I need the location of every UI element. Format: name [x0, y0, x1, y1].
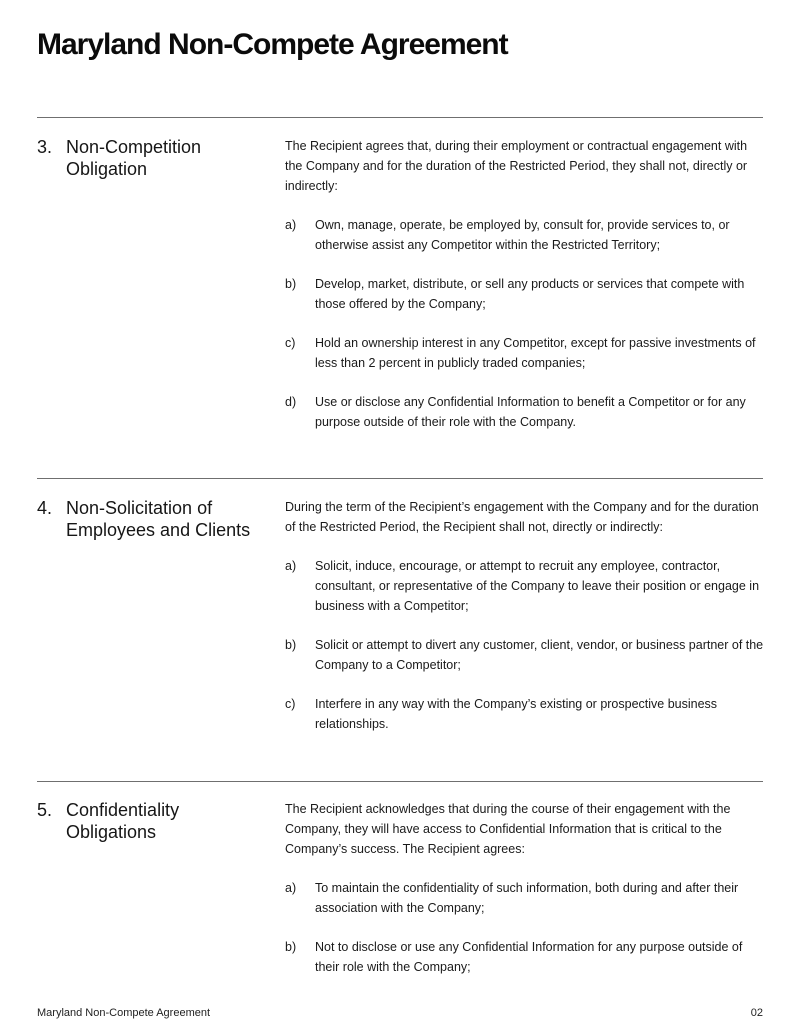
item-letter: a)	[285, 559, 297, 573]
list-item	[285, 215, 767, 255]
item-text: Not to disclose or use any Confidential Information for any purpose outside of their role with the Company;	[315, 940, 743, 974]
section-body	[285, 497, 767, 734]
item-letter: b)	[285, 638, 297, 652]
section-title: Non-Competition Obligation	[66, 137, 202, 179]
clause-list	[285, 556, 767, 734]
item-text: To maintain the confidentiality of such information, both during and after their association with the Company;	[315, 881, 739, 915]
item-text: Develop, market, distribute, or sell any products or services that compete with those offered by the Company;	[315, 277, 745, 311]
section-intro: The Recipient agrees that, during their employment or contractual engagement with the Company and for the duration of the Restricted Period, they shall not, directly or indirectly:	[285, 139, 748, 193]
footer-document-title: Maryland Non-Compete Agreement	[37, 1007, 211, 1019]
section-number: 4.	[37, 498, 53, 518]
list-item	[285, 635, 767, 675]
section-divider	[37, 781, 763, 782]
item-text: Interfere in any way with the Company’s existing or prospective business relationships.	[315, 697, 718, 731]
list-item	[285, 878, 767, 918]
list-item	[285, 937, 767, 977]
item-letter: b)	[285, 940, 297, 954]
item-letter: b)	[285, 277, 297, 291]
list-item	[285, 694, 767, 734]
item-letter: c)	[285, 336, 296, 350]
section-heading	[37, 799, 262, 843]
item-letter: c)	[285, 697, 296, 711]
section-body	[285, 136, 767, 432]
item-letter: a)	[285, 218, 297, 232]
list-item	[285, 333, 767, 373]
page-title: Maryland Non-Compete Agreement	[37, 28, 508, 61]
section-number: 3.	[37, 137, 53, 157]
item-text: Use or disclose any Confidential Information to benefit a Competitor or for any purpose outside of their role with the Company.	[315, 395, 746, 429]
clause-list	[285, 878, 767, 977]
list-item	[285, 556, 767, 616]
item-text: Solicit, induce, encourage, or attempt to recruit any employee, contractor, consultant, or representative of the Company to leave their position or engage in business with a Competitor;	[315, 559, 760, 613]
section-title: Confidentiality Obligations	[66, 800, 180, 842]
item-text: Own, manage, operate, be employed by, consult for, provide services to, or otherwise assist any Competitor within the Restricted Territory;	[315, 218, 730, 252]
footer-page-number: 02	[750, 1007, 763, 1019]
section-divider	[37, 117, 763, 118]
section-divider	[37, 478, 763, 479]
section-heading	[37, 497, 262, 541]
item-letter: a)	[285, 881, 297, 895]
section-intro: During the term of the Recipient’s engagement with the Company and for the duration of the Restricted Period, the Recipient shall not, directly or indirectly:	[285, 500, 759, 534]
clause-list	[285, 215, 767, 432]
section-body	[285, 799, 767, 977]
list-item	[285, 392, 767, 432]
section-number: 5.	[37, 800, 53, 820]
item-text: Solicit or attempt to divert any customer, client, vendor, or business partner of the Company to a Competitor;	[315, 638, 764, 672]
section-heading	[37, 136, 262, 180]
section-intro: The Recipient acknowledges that during the course of their engagement with the Company, they will have access to Confidential Information that is critical to the Company’s success. The Recipient agrees:	[285, 802, 731, 856]
list-item	[285, 274, 767, 314]
section-title: Non-Solicitation of Employees and Clients	[66, 498, 251, 540]
item-letter: d)	[285, 395, 297, 409]
item-text: Hold an ownership interest in any Competitor, except for passive investments of less than 2 percent in publicly traded companies;	[315, 336, 756, 370]
